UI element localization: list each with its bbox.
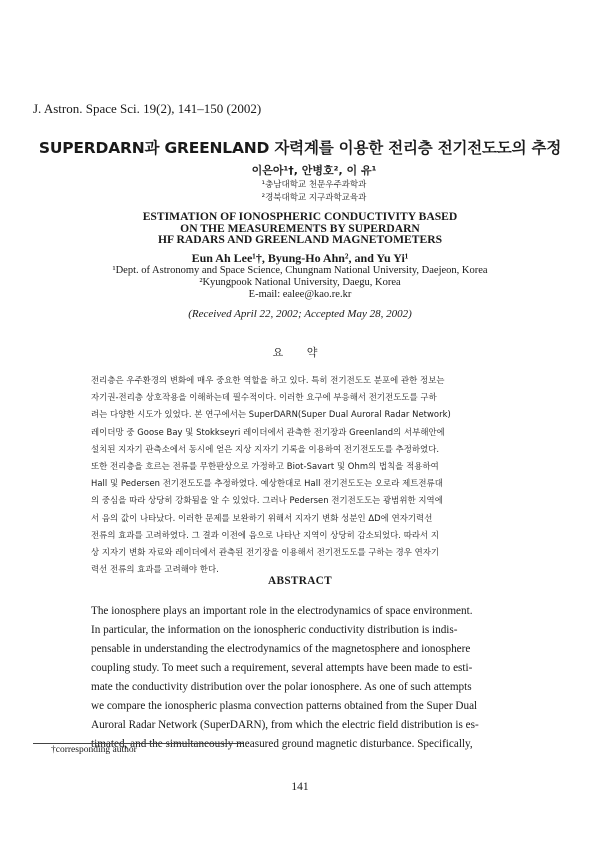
korean-authors: 이은아¹†, 안병호², 이 유¹	[251, 164, 377, 177]
english-affiliation-1: ¹Dept. of Astronomy and Space Science, Chungnam National University, Daejeon, Korea	[112, 265, 488, 276]
english-authors: Eun Ah Lee¹†, Byung-Ho Ahn², and Yu Yi¹	[191, 251, 409, 265]
korean-title: SUPERDARN과 GREENLAND 자력계를 이용한 전리층 전기전도도의 추정	[38, 139, 562, 157]
english-title-line: ON THE MEASUREMENTS BY SUPERDARN	[180, 221, 420, 235]
received-dates: (Received April 22, 2002; Accepted May 28, 2002)	[188, 308, 412, 320]
korean-abstract-line: 상 지자기 변화 자료와 레이더에서 관측된 전기장을 이용해서 전기전도도를 구하는 경우 연자기	[91, 548, 440, 558]
abstract-line: pensable in understanding the electrodynamics of the magnetosphere and ionosphere	[91, 643, 471, 655]
abstract-line: In particular, the information on the ionospheric conductivity distribution is indis-	[91, 624, 458, 636]
korean-abstract-line: 레이더망 중 Goose Bay 및 Stokkseyri 레이더에서 관측한 전기장과 Greenland의 서부해안에	[91, 427, 445, 438]
korean-affiliation-1: ¹충남대학교 천문우주과학과	[261, 180, 367, 190]
korean-abstract-line: 려는 다양한 시도가 있었다. 본 연구에서는 SuperDARN(Super Dual Auroral Radar Network)	[91, 410, 451, 421]
journal-reference: J. Astron. Space Sci. 19(2), 141–150 (2002)	[33, 101, 262, 116]
abstract-line: mate the conductivity distribution over the polar ionosphere. As one of such attempts	[91, 681, 472, 693]
abstract-line: Auroral Radar Network (SuperDARN), from which the electric field distribution is es-	[91, 719, 479, 731]
korean-abstract-line: 전리층은 우주환경의 변화에 매우 중요한 역할을 하고 있다. 특히 전기전도도 분포에 관한 정보는	[91, 376, 445, 386]
korean-abstract-line-spill: 력선 전류의 효과를 고려해야 한다.	[91, 565, 219, 576]
korean-abstract-line: 전류의 효과를 고려하였다. 그 결과 이전에 음으로 나타난 지역이 상당히 감소되었다. 따라서 지	[91, 530, 440, 541]
abstract-line: coupling study. To meet such a requirement, several attempts have been made to esti-	[91, 662, 473, 674]
footnote-rule	[33, 743, 243, 744]
korean-abstract-line: 서 음의 값이 나타났다. 이러한 문제를 보완하기 위해서 지자기 변화 성분인 ΔD에 연자기력선	[91, 513, 433, 524]
korean-abstract-line: 자기권-전리층 상호작용을 이해하는데 필수적이다. 이러한 요구에 부응해서 전기전도도를 구하	[91, 393, 437, 404]
page-number: 141	[291, 781, 309, 793]
english-title	[0, 211, 600, 246]
korean-abstract-line: 설치된 지자기 관측소에서 동시에 얻은 지상 지자기 기록을 이용하여 전기전도도를 추정하였다.	[91, 444, 440, 455]
english-title-line: ESTIMATION OF IONOSPHERIC CONDUCTIVITY BASED	[142, 210, 458, 223]
korean-abstract-line: 또한 전리층을 흐르는 전류를 무한판상으로 가정하고 Biot-Savart 및 Ohm의 법칙을 적용하여	[91, 462, 439, 472]
author-email: E-mail: ealee@kao.re.kr	[248, 289, 352, 300]
abstract-line: The ionosphere plays an important role in the electrodynamics of space environment.	[91, 605, 473, 617]
english-title-line: HF RADARS AND GREENLAND MAGNETOMETERS	[157, 233, 443, 246]
korean-abstract-line: Hall 및 Pedersen 전기전도도를 추정하였다. 예상한대로 Hall 전기전도도는 오로라 제트전류대	[91, 479, 443, 490]
korean-affiliation-2: ²경북대학교 지구과학교육과	[261, 193, 367, 203]
abstract-line: we compare the ionospheric plasma convection patterns obtained from the Super Dual	[91, 700, 478, 712]
korean-abstract-line: 의 중심을 따라 상당히 강화됨을 알 수 있었다. 그러나 Pedersen 전기전도도는 광범위한 지역에	[91, 496, 443, 507]
abstract-line: timated, and the simultaneously measured ground magnetic disturbance. Specifically,	[91, 738, 473, 750]
footnote: †corresponding author	[51, 745, 137, 755]
abstract-heading: ABSTRACT	[268, 575, 332, 587]
korean-abstract-heading: 요 약	[272, 346, 328, 359]
english-affiliation-2: ²Kyungpook National University, Daegu, Korea	[199, 277, 401, 288]
